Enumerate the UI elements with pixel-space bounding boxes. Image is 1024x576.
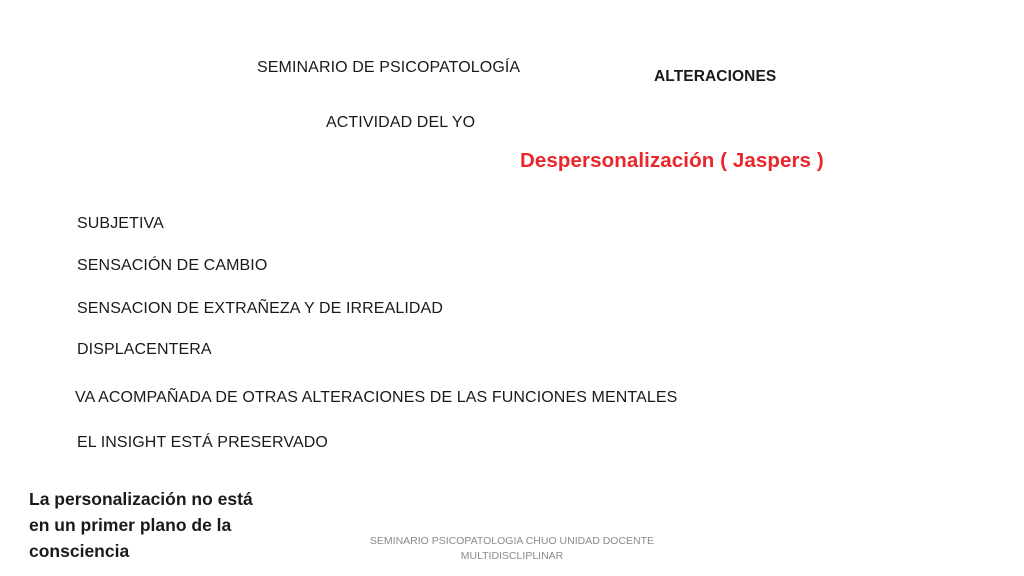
characteristic-item: SENSACION DE EXTRAÑEZA Y DE IRREALIDAD bbox=[77, 300, 443, 317]
alterations-heading: ALTERACIONES bbox=[654, 68, 777, 85]
characteristic-item: SENSACIÓN DE CAMBIO bbox=[77, 257, 268, 274]
note-line: en un primer plano de la bbox=[29, 515, 232, 535]
characteristic-item: SUBJETIVA bbox=[77, 215, 164, 232]
topic-label: ACTIVIDAD DEL YO bbox=[326, 114, 476, 131]
characteristic-item: DISPLACENTERA bbox=[77, 341, 212, 358]
note-line: La personalización no está bbox=[29, 489, 253, 509]
characteristic-item: EL INSIGHT ESTÁ PRESERVADO bbox=[77, 434, 328, 451]
main-title: Despersonalización ( Jaspers ) bbox=[520, 149, 824, 172]
note-line: consciencia bbox=[29, 541, 130, 561]
seminar-title: SEMINARIO DE PSICOPATOLOGÍA bbox=[257, 59, 521, 76]
slide-footer bbox=[352, 534, 672, 564]
characteristic-item: VA ACOMPAÑADA DE OTRAS ALTERACIONES DE LAS FUNCIONES MENTALES bbox=[75, 389, 678, 406]
footer-line: MULTIDISCLIPLINAR bbox=[460, 550, 564, 562]
footer-line: SEMINARIO PSICOPATOLOGIA CHUO UNIDAD DOCENTE bbox=[369, 535, 655, 547]
personalization-note bbox=[29, 486, 289, 564]
